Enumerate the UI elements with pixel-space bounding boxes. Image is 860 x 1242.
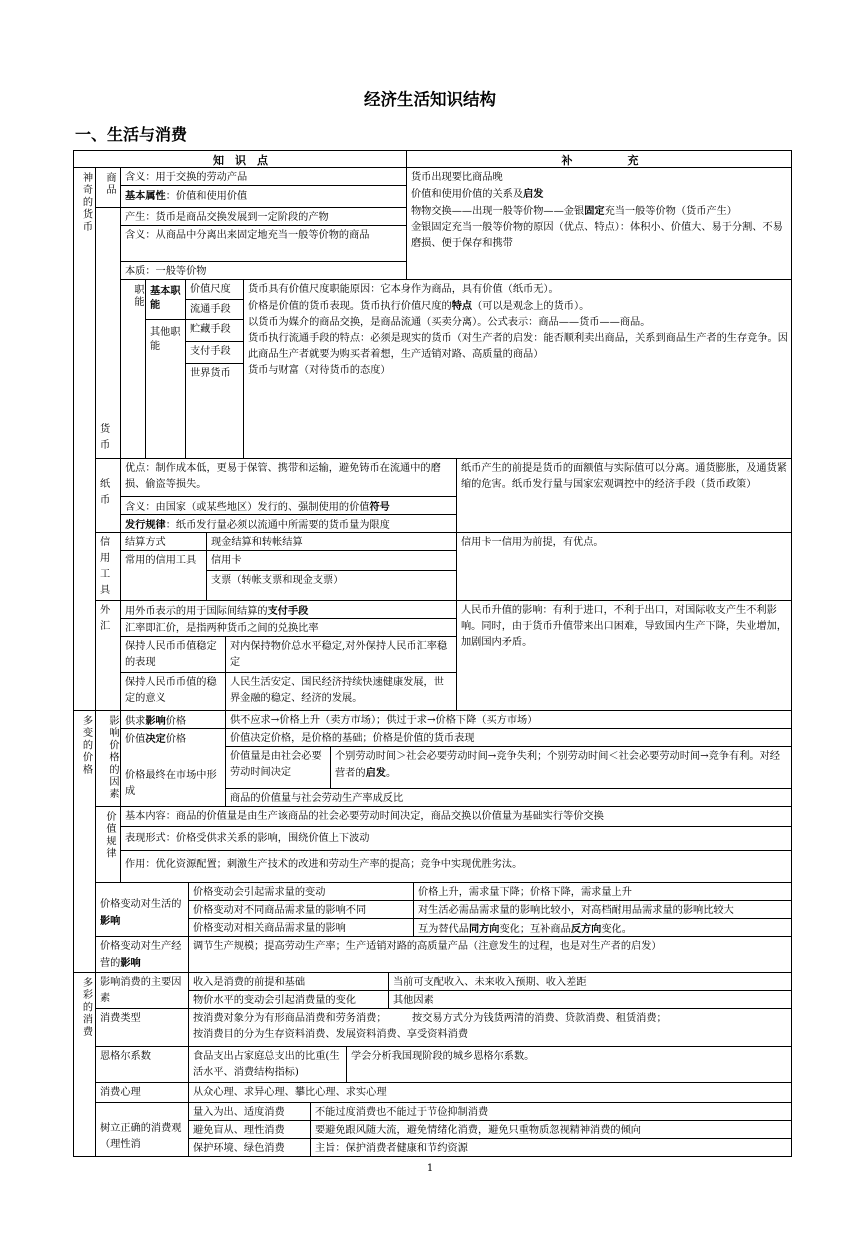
- consumption-factor-3: 物价水平的变动会引起消费量的变化: [188, 990, 388, 1008]
- function-payment: 支付手段: [185, 341, 243, 363]
- supply-demand-label: 供求影响价格: [120, 710, 225, 728]
- cheque: 支票（转帐支票和现金支票）: [206, 570, 456, 600]
- consumption-factors-label: 影响消费的主要因素: [95, 972, 188, 1008]
- consumption-factor-1: 收入是消费的前提和基础: [188, 972, 388, 990]
- value-law-form: 表现形式：价格受供求关系的影响，围绕价值上下波动: [120, 826, 792, 850]
- value-determines-value: 价值决定价格，是价格的基础；价格是价值的货币表现: [225, 728, 792, 746]
- view-row-2-key: 避免盲从、理性消费: [188, 1120, 310, 1138]
- labor-time-value: 个别劳动时间＞社会必要劳动时间→竞争失利；个别劳动时间＜社会必要劳动时间→竞争有利。对经营者的启发。: [330, 746, 792, 788]
- value-law-content: 基本内容：商品的价值量是由生产该商品的社会必要劳动时间决定，商品交换以价值量为基础实行等价交换: [120, 806, 792, 826]
- exchange-rate: 汇率即汇价，是指两种货币之间的兑换比率: [120, 618, 456, 636]
- commodity-meaning: 含义：用于交换的劳动产品: [120, 167, 406, 185]
- forex-definition: 用外币表示的用于国际间结算的支付手段: [120, 600, 456, 618]
- credit-card: 信用卡: [206, 550, 456, 570]
- credit-tools-common-label: 常用的信用工具: [120, 550, 206, 600]
- life-row-3-value: 互为替代品同方向变化；互补商品反方向变化。: [413, 918, 792, 936]
- other-functions-label: 其他职能: [145, 319, 185, 458]
- view-row-3-key: 保护环境、绿色消费: [188, 1138, 310, 1157]
- group-consumption: 多彩的消费: [73, 972, 95, 1157]
- labor-productivity: 商品的价值量与社会劳动生产率成反比: [225, 788, 792, 806]
- rmb-stable-value: 对内保持物价总水平稳定,对外保持人民币汇率稳定: [225, 636, 456, 672]
- life-row-1-key: 价格变动会引起需求量的变动: [188, 882, 413, 900]
- credit-tools-label: 信用工具: [95, 532, 120, 600]
- consumption-view-label: 树立正确的消费观（理性消: [95, 1102, 188, 1157]
- supply-demand-value: 供不应求→价格上升（卖方市场）；供过于求→价格下降（买方市场）: [225, 710, 792, 728]
- consumption-types-label: 消费类型: [95, 1008, 188, 1046]
- paper-meaning: 含义：由国家（或某些地区）发行的、强制使用的价值符号: [120, 496, 456, 514]
- consumption-factor-4: 其他因素: [388, 990, 792, 1008]
- view-row-1-key: 量入为出、适度消费: [188, 1102, 310, 1120]
- settlement-value: 现金结算和转帐结算: [206, 532, 456, 550]
- forex-label: 外汇: [95, 600, 120, 710]
- price-factors-label: 影响价格的因素: [95, 710, 120, 806]
- life-row-2-key: 价格变动对不同商品需求量的影响不同: [188, 900, 413, 918]
- group-price: 多变的价格: [73, 710, 95, 972]
- commodity-attribute: 基本属性：价值和使用价值: [120, 185, 406, 207]
- header-knowledge: 知 识 点: [73, 150, 406, 167]
- rmb-stable-label: 保持人民币币值稳定的表现: [120, 636, 225, 672]
- currency-origin: 产生：货币是商品交换发展到一定阶段的产物: [120, 207, 406, 225]
- basic-functions-label: 基本职能: [145, 279, 185, 319]
- knowledge-table: [73, 150, 792, 1157]
- price-life-label: 价格变动对生活的影响: [95, 882, 188, 936]
- group-money: 神奇的货币: [73, 167, 95, 710]
- value-law-role: 作用：优化资源配置；刺激生产技术的改进和劳动生产率的提高；竞争中实现优胜劣汰。: [120, 850, 792, 882]
- settlement-label: 结算方式: [120, 532, 206, 550]
- price-production-value: 调节生产规模；提高劳动生产率；生产适销对路的高质量产品（注意发生的过程，也是对生产者的启发）: [188, 936, 792, 972]
- labor-time-label: 价值量是由社会必要劳动时间决定: [225, 746, 330, 788]
- supplement-forex: 人民币升值的影响：有利于进口，不利于出口，对国际收支产生不利影响。同时，由于货币升值带来出口困难，导致国内生产下降，失业增加，加剧国内矛盾。: [456, 600, 792, 710]
- function-storage: 贮藏手段: [185, 319, 243, 341]
- function-value-measure: 价值尺度: [185, 279, 243, 299]
- currency-label: 货币: [95, 207, 120, 458]
- price-production-label: 价格变动对生产经营的影响: [95, 936, 188, 972]
- life-row-2-value: 对生活必需品需求量的影响比较小，对高档耐用品需求量的影响比较大: [413, 900, 792, 918]
- currency-essence: 本质：一般等价物: [120, 261, 406, 279]
- engel-supplement: 学会分析我国现阶段的城乡恩格尔系数。: [346, 1046, 792, 1082]
- rmb-meaning-value: 人民生活安定、国民经济持续快速健康发展，世界金融的稳定、经济的发展。: [225, 672, 456, 710]
- consumption-factor-2: 当前可支配收入、未来收入预期、收入差距: [388, 972, 792, 990]
- paper-money-label: 纸币: [95, 458, 120, 532]
- engel-label: 恩格尔系数: [95, 1046, 188, 1082]
- consumer-psychology-value: 从众心理、求异心理、攀比心理、求实心理: [188, 1082, 792, 1102]
- page-number: 1: [426, 1163, 434, 1174]
- value-determines-label: 价值决定价格: [120, 728, 225, 764]
- consumer-psychology-label: 消费心理: [95, 1082, 188, 1102]
- functions-notes: 货币具有价值尺度职能原因：它本身作为商品，具有价值（纸币无）。 价格是价值的货币表现。货币执行价值尺度的特点（可以是观念上的货币）。 以货币为媒介的商品交换，是商品流通（买卖分离）。公式表示：商品——货币——商品。 货币执行流通手段的特点：必须是现实的货币（对生产者的启发：能否顺利卖出商品，关系到商品生产者的生存竞争。因此商品生产者就要为购买者着想，生产适销对路、高质量的商品） 货币与财富（对待货币的态度）: [243, 279, 792, 458]
- section-heading: 一、生活与消费: [75, 125, 188, 144]
- function-circulation: 流通手段: [185, 299, 243, 319]
- life-row-1-value: 价格上升，需求量下降；价格下降，需求量上升: [413, 882, 792, 900]
- view-row-1-value: 不能过度消费也不能过于节俭抑制消费: [310, 1102, 792, 1120]
- consumption-types-value: 按消费对象分为有形商品消费和劳务消费； 按交易方式分为钱货两清的消费、贷款消费、租赁消费； 按消费目的分为生存资料消费、发展资料消费、享受资料消费: [188, 1008, 792, 1046]
- functions-label: 职能: [120, 279, 145, 458]
- value-law-label: 价值规律: [95, 806, 120, 882]
- final-price-label: 价格最终在市场中形成: [120, 764, 225, 806]
- view-row-3-value: 主旨：保护消费者健康和节约资源: [310, 1138, 792, 1157]
- view-row-2-value: 要避免跟风随大流，避免情绪化消费，避免只重物质忽视精神消费的倾向: [310, 1120, 792, 1138]
- paper-law: 发行规律：纸币发行量必须以流通中所需要的货币量为限度: [120, 514, 456, 532]
- currency-meaning: 含义：从商品中分离出来固定地充当一般等价物的商品: [120, 225, 406, 261]
- rmb-meaning-label: 保持人民币币值的稳定的意义: [120, 672, 225, 710]
- life-row-3-key: 价格变动对相关商品需求量的影响: [188, 918, 413, 936]
- engel-value: 食品支出占家庭总支出的比重(生活水平、消费结构指标): [188, 1046, 346, 1082]
- paper-advantage: 优点：制作成本低，更易于保管、携带和运输，避免铸币在流通中的磨损、偷盗等损失。: [120, 458, 456, 496]
- function-world-currency: 世界货币: [185, 363, 243, 458]
- supplement-currency: 货币出现要比商品晚 价值和使用价值的关系及启发 物物交换——出现一般等价物——金银固定充当一般等价物（货币产生） 金银固定充当一般等价物的原因（优点、特点）：体积小、价值大、易于分割、不易磨损、便于保存和携带: [406, 167, 792, 279]
- supplement-paper: 纸币产生的前提是货币的面额值与实际值可以分离。通货膨胀，及通货紧缩的危害。纸币发行量与国家宏观调控中的经济手段（货币政策）: [456, 458, 792, 532]
- commodity-label: 商品: [95, 167, 120, 207]
- header-supplement: 补 充: [406, 150, 792, 167]
- page-title: 经济生活知识结构: [364, 90, 496, 109]
- supplement-credit: 信用卡一信用为前提，有优点。: [456, 532, 792, 600]
